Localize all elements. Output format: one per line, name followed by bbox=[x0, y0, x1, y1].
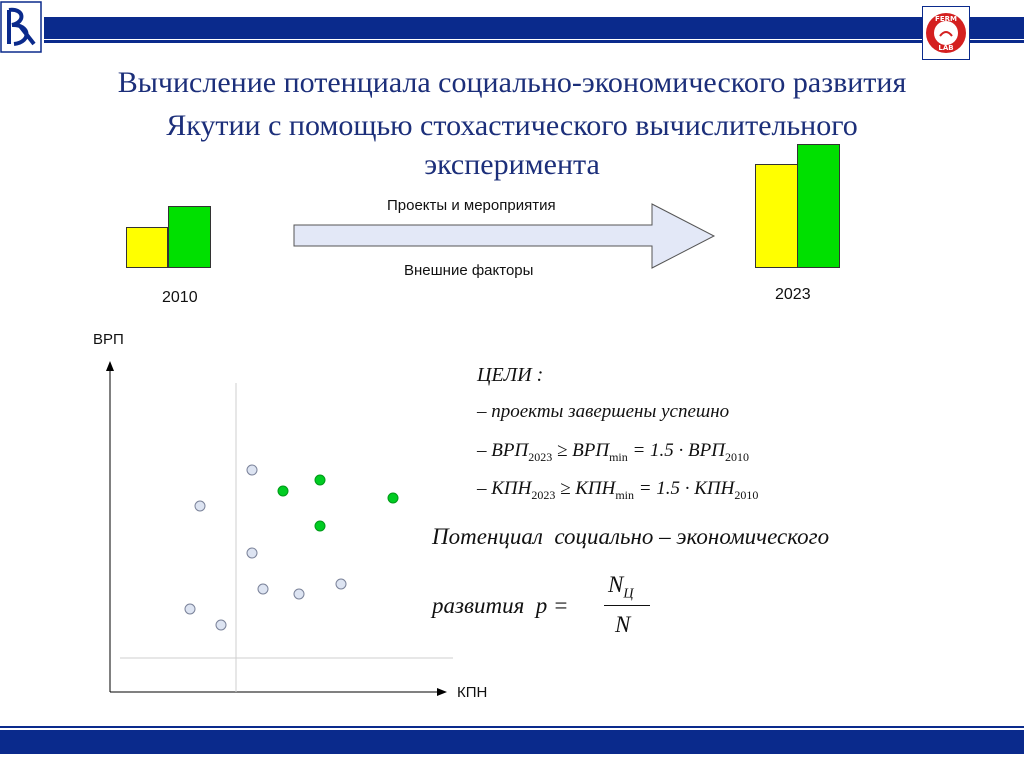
scatter-point bbox=[247, 465, 257, 475]
scatter-point-success bbox=[278, 486, 288, 496]
bar-2023-green bbox=[797, 144, 840, 268]
bar-2010-yellow bbox=[126, 227, 168, 268]
arrow-top-label: Проекты и мероприятия bbox=[387, 197, 556, 214]
scatter-point bbox=[258, 584, 268, 594]
fermlab-logo-icon bbox=[922, 6, 970, 60]
scatter-point bbox=[216, 620, 226, 630]
scatter-point bbox=[195, 501, 205, 511]
formula-line-2: развития p = bbox=[432, 593, 569, 618]
x-axis-label: КПН bbox=[457, 684, 488, 701]
scatter-point bbox=[247, 548, 257, 558]
year-2023-label: 2023 bbox=[775, 286, 811, 303]
page-title-line-2: Якутии с помощью стохастического вычислительного bbox=[166, 109, 858, 142]
page-title-line-3: эксперимента bbox=[424, 148, 600, 181]
header-band bbox=[0, 17, 1024, 39]
hse-logo-icon bbox=[0, 0, 44, 56]
bar-2023-yellow bbox=[755, 164, 798, 268]
goals-line-kpn: – $КПН_{2023} \ge КПН_{min} = 1.5 \cdot КПН_{2010}$ bbox=[477, 478, 759, 502]
page-title-line-1: Вычисление потенциала социально-экономического развития bbox=[117, 66, 907, 99]
header-band-line bbox=[0, 40, 1024, 43]
goals-line-projects: – проекты завершены успешно bbox=[477, 401, 730, 422]
scatter-point-success bbox=[388, 493, 398, 503]
arrow-bottom-label: Внешние факторы bbox=[404, 262, 534, 279]
fermlab-logo-bottom: LAB bbox=[938, 44, 954, 52]
formula-line-1: Потенциал социально – экономического bbox=[432, 524, 830, 549]
scatter-point bbox=[185, 604, 195, 614]
goals-line-vrp: – $ВРП_{2023} \ge ВРП_{min} = 1.5 \cdot ВРП_{2010}$ bbox=[477, 440, 749, 464]
formula-numerator: $N_Ц$ bbox=[608, 572, 634, 602]
scatter-plot bbox=[95, 355, 455, 705]
fraction-bar bbox=[604, 605, 650, 606]
formula-denominator: N bbox=[615, 612, 631, 637]
scatter-point-success bbox=[315, 475, 325, 485]
scatter-point bbox=[294, 589, 304, 599]
bar-2010-green bbox=[168, 206, 211, 268]
y-axis-label: ВРП bbox=[93, 331, 124, 348]
fermlab-logo-top: FERM bbox=[935, 15, 957, 23]
year-2010-label: 2010 bbox=[162, 289, 198, 306]
scatter-point bbox=[336, 579, 346, 589]
footer-band-line bbox=[0, 726, 1024, 728]
footer-band bbox=[0, 730, 1024, 754]
goals-heading: ЦЕЛИ : bbox=[477, 364, 544, 386]
scatter-point-success bbox=[315, 521, 325, 531]
